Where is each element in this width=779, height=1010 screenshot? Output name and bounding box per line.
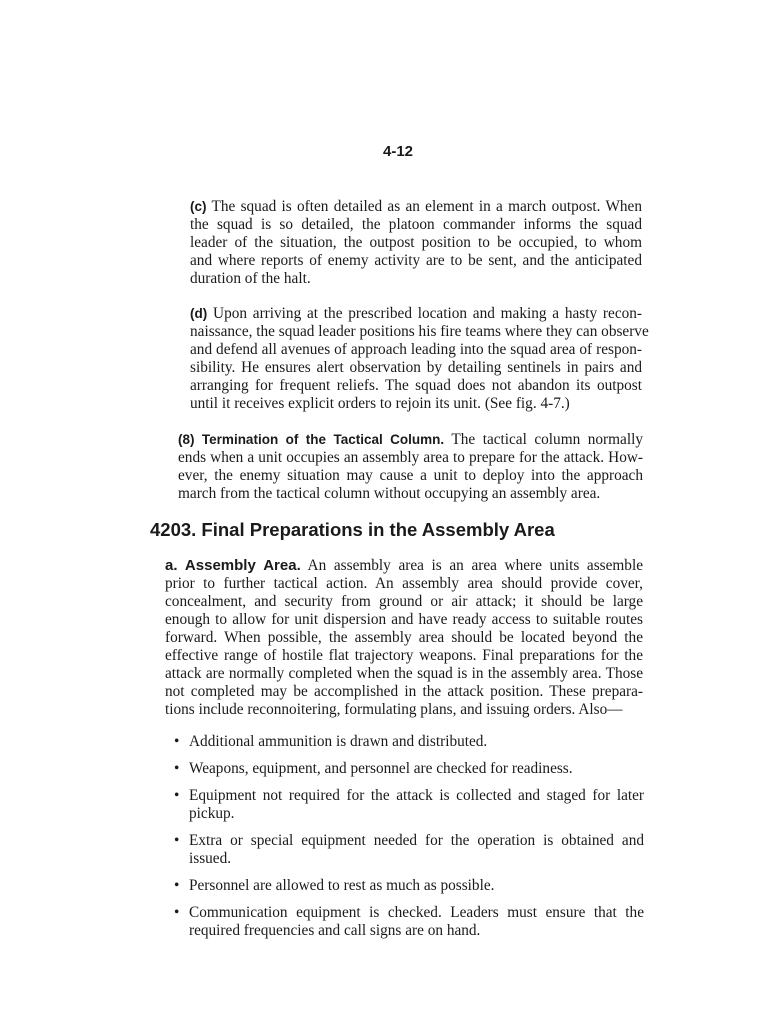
text-line: until it receives explicit orders to rejoin its unit. (See fig. 4-7.) xyxy=(190,395,570,412)
bullet-icon: • xyxy=(174,904,180,921)
text-line: naissance, the squad leader positions his fire teams where they can observe xyxy=(190,323,649,340)
bullet-icon: • xyxy=(174,760,180,777)
list-item-text: Weapons, equipment, and personnel are checked for readiness. xyxy=(189,760,573,777)
text-line: duration of the halt. xyxy=(190,270,311,287)
list-item xyxy=(174,832,644,868)
text-line: not completed may be accomplished in the attack position. These prepara- xyxy=(165,683,643,700)
text-line: leader of the situation, the outpost position to be occupied, to whom xyxy=(190,234,642,251)
line-text: Upon arriving at the prescribed location and making a hasty recon- xyxy=(213,305,642,322)
line-text: The tactical column normally xyxy=(451,431,643,448)
text-line: march from the tactical column without occupying an assembly area. xyxy=(178,485,601,502)
text-line: and defend all avenues of approach leading into the squad area of respon- xyxy=(190,341,642,358)
list-item-text: Extra or special equipment needed for the operation is obtained and issued. xyxy=(189,832,644,867)
paragraph-c xyxy=(190,198,642,288)
line-text: An assembly area is an area where units assemble xyxy=(307,557,643,574)
bullet-icon: • xyxy=(174,787,180,804)
list-item-text: Communication equipment is checked. Leaders must ensure that the required frequencies and call signs are on hand. xyxy=(189,904,644,939)
list-item xyxy=(174,733,644,751)
text-line xyxy=(190,198,642,216)
text-line: ever, the enemy situation may cause a unit to deploy into the approach xyxy=(178,467,643,484)
paragraph-lead: (c) xyxy=(190,199,207,214)
text-line: ends when a unit occupies an assembly area to prepare for the attack. How- xyxy=(178,449,643,466)
paragraph-lead: (d) xyxy=(190,306,208,321)
text-line: enough to allow for unit dispersion and have ready access to suitable routes xyxy=(165,611,643,628)
bullet-list xyxy=(174,733,644,949)
text-line: forward. When possible, the assembly area should be located beyond the xyxy=(165,629,643,646)
list-item-text: Additional ammunition is drawn and distributed. xyxy=(189,733,488,750)
bullet-icon: • xyxy=(174,832,180,849)
text-line: effective range of hostile flat trajectory weapons. Final preparations for the xyxy=(165,647,643,664)
text-line xyxy=(165,557,643,575)
text-line: the squad is so detailed, the platoon commander informs the squad xyxy=(190,216,642,233)
text-line xyxy=(178,431,643,449)
text-line: arranging for frequent reliefs. The squad does not abandon its outpost xyxy=(190,377,642,394)
paragraph-a-assembly-area xyxy=(165,557,643,719)
paragraph-lead: (8) Termination of the Tactical Column. xyxy=(178,432,445,447)
list-item xyxy=(174,904,644,940)
list-item-text: Personnel are allowed to rest as much as possible. xyxy=(189,877,495,894)
bullet-icon: • xyxy=(174,877,180,894)
text-line: concealment, and security from ground or air attack; it should be large xyxy=(165,593,643,610)
paragraph-lead: a. Assembly Area. xyxy=(165,557,301,574)
text-line: prior to further tactical action. An assembly area should provide cover, xyxy=(165,575,643,592)
section-heading: 4203. Final Preparations in the Assembly Area xyxy=(150,519,555,540)
list-item xyxy=(174,787,644,823)
paragraph-8-termination xyxy=(178,431,643,503)
line-text: The squad is often detailed as an element in a march outpost. When xyxy=(211,198,642,215)
text-line: and where reports of enemy activity are to be sent, and the anticipated xyxy=(190,252,642,269)
text-line: tions include reconnoitering, formulating plans, and issuing orders. Also— xyxy=(165,701,623,718)
list-item-text: Equipment not required for the attack is collected and staged for later pickup. xyxy=(189,787,644,822)
text-line: attack are normally completed when the squad is in the assembly area. Those xyxy=(165,665,643,682)
paragraph-d xyxy=(190,305,649,413)
page-number: 4-12 xyxy=(382,143,414,160)
text-line: sibility. He ensures alert observation by detailing sentinels in pairs and xyxy=(190,359,642,376)
list-item xyxy=(174,877,644,895)
bullet-icon: • xyxy=(174,733,180,750)
text-line xyxy=(190,305,642,323)
list-item xyxy=(174,760,644,778)
